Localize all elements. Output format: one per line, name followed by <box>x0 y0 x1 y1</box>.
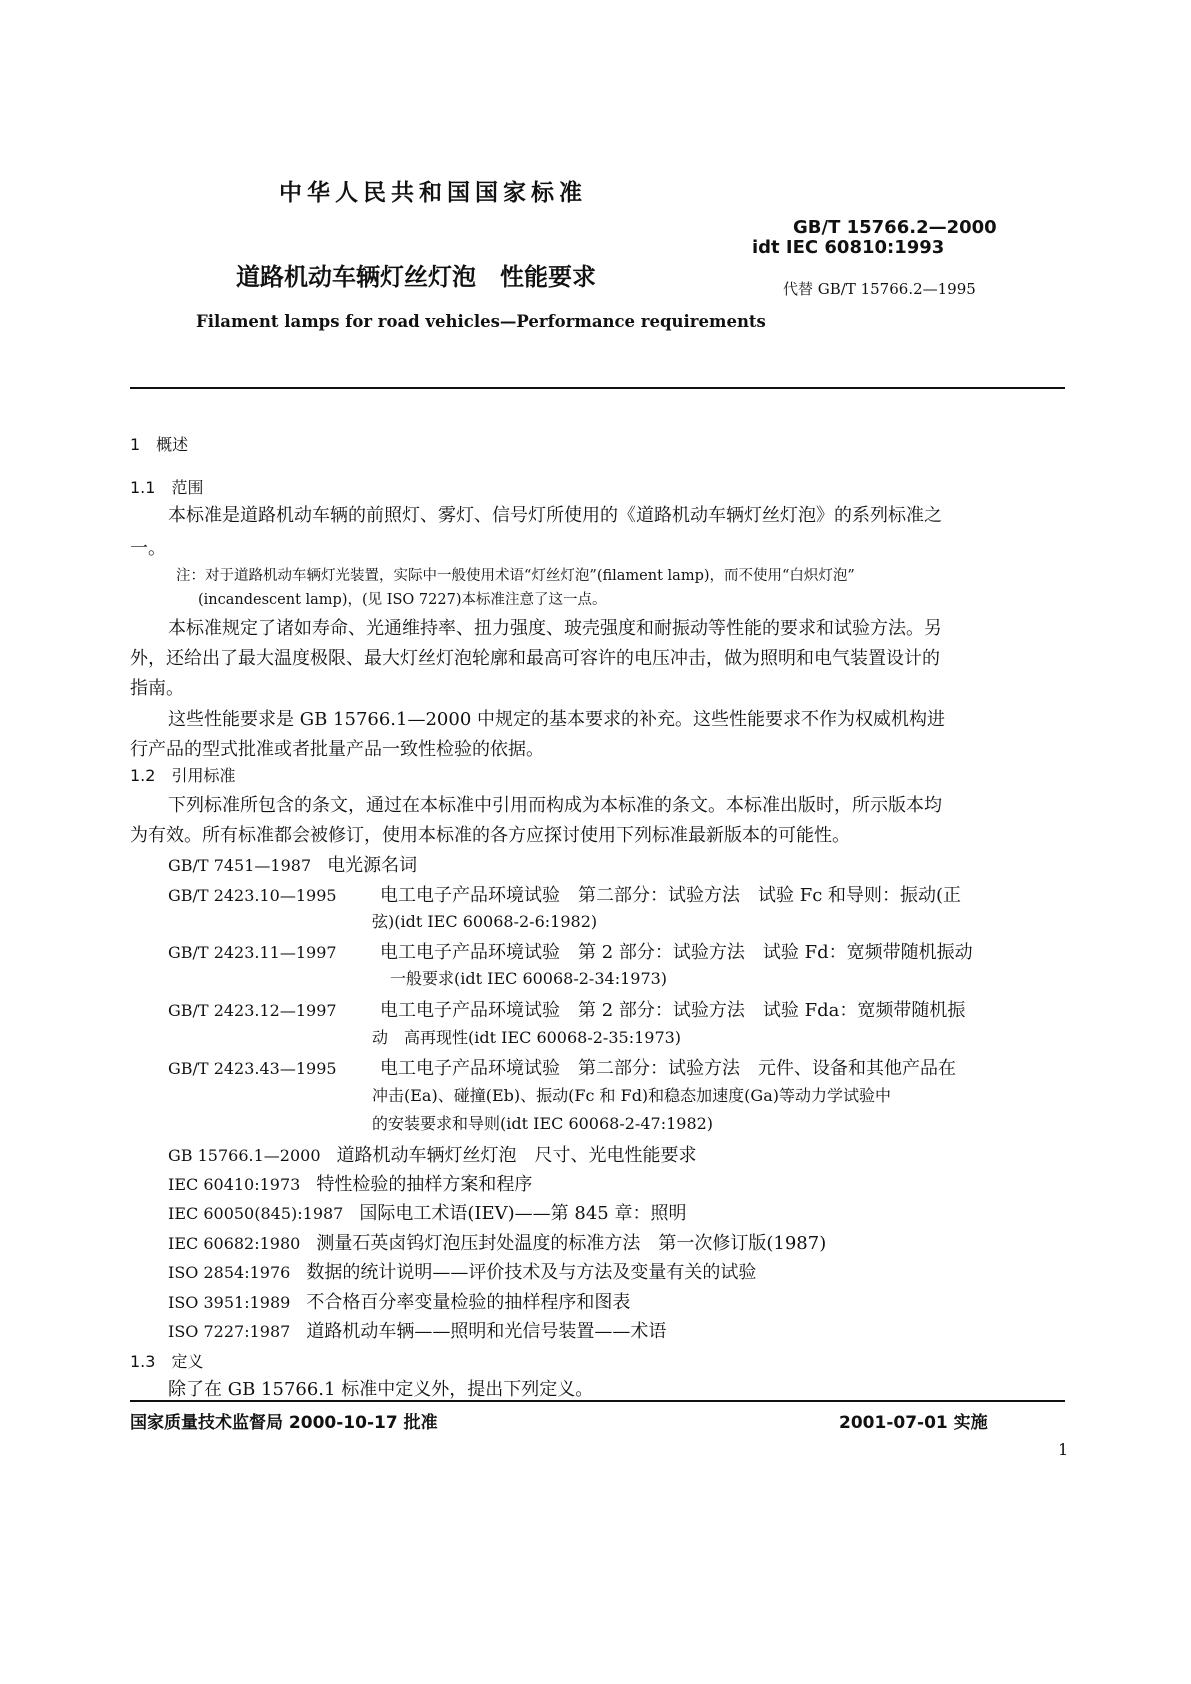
references-intro-line: 下列标准所包含的条文，通过在本标准中引用而构成为本标准的条文。本标准出版时，所示版本均 <box>168 795 942 816</box>
reference-title: 数据的统计说明——评价技术及与方法及变量有关的试验 <box>306 1262 757 1283</box>
references-intro-line: 为有效。所有标准都会被修订，使用本标准的各方应探讨使用下列标准最新版本的可能性。 <box>130 825 850 846</box>
reference-item <box>168 1288 630 1314</box>
scope-paragraph-line: 指南。 <box>130 678 184 699</box>
reference-title: 国际电工术语(IEV)——第 845 章：照明 <box>359 1203 687 1224</box>
reference-item <box>168 1199 686 1225</box>
reference-code: ISO 2854:1976 <box>168 1263 291 1282</box>
reference-title: 电工电子产品环境试验 第 2 部分：试验方法 试验 Fd：宽频带随机振动 <box>380 942 973 963</box>
reference-title: 道路机动车辆——照明和光信号装置——术语 <box>306 1321 667 1342</box>
reference-title: 不合格百分率变量检验的抽样程序和图表 <box>306 1292 631 1313</box>
reference-item <box>168 1258 756 1284</box>
reference-code: GB 15766.1—2000 <box>168 1146 321 1165</box>
reference-title-cont: 动 高再现性(idt IEC 60068-2-35:1973) <box>372 1028 682 1047</box>
scope-paragraph-line: 本标准是道路机动车辆的前照灯、雾灯、信号灯所使用的《道路机动车辆灯丝灯泡》的系列标准之 <box>168 505 942 526</box>
reference-item <box>168 881 961 907</box>
page-number: 1 <box>1058 1440 1069 1459</box>
effective-date: 2001-07-01 实施 <box>839 1413 988 1433</box>
reference-title: 电工电子产品环境试验 第二部分：试验方法 元件、设备和其他产品在 <box>380 1058 956 1079</box>
reference-code: IEC 60050(845):1987 <box>168 1204 344 1223</box>
section-1-3-heading: 1.3 定义 <box>130 1352 204 1371</box>
section-1-2-heading: 1.2 引用标准 <box>130 766 236 785</box>
reference-title-cont: 弦)(idt IEC 60068-2-6:1982) <box>372 912 598 931</box>
reference-item <box>168 1141 697 1167</box>
footer-rule <box>130 1400 1065 1402</box>
scope-paragraph-line: 本标准规定了诸如寿命、光通维持率、扭力强度、玻壳强度和耐振动等性能的要求和试验方法。另 <box>168 618 942 639</box>
replaces-standard: 代替 GB/T 15766.2—1995 <box>783 280 976 298</box>
section-1-heading: 1 概述 <box>130 435 189 454</box>
reference-item <box>168 1229 826 1255</box>
reference-code: GB/T 2423.12—1997 <box>168 1001 337 1020</box>
document-title-en: Filament lamps for road vehicles—Performance requirements <box>196 312 766 331</box>
reference-code: IEC 60410:1973 <box>168 1175 301 1194</box>
scope-paragraph-line: 这些性能要求是 GB 15766.1—2000 中规定的基本要求的补充。这些性能要求不作为权威机构进 <box>168 709 946 730</box>
reference-code: IEC 60682:1980 <box>168 1234 301 1253</box>
reference-item <box>168 938 973 964</box>
reference-code: GB/T 2423.43—1995 <box>168 1059 337 1078</box>
section-1-1-heading: 1.1 范围 <box>130 478 204 497</box>
reference-title-cont: 的安装要求和导则(idt IEC 60068-2-47:1982) <box>372 1114 714 1133</box>
reference-title: 测量石英卤钨灯泡压封处温度的标准方法 第一次修订版(1987) <box>316 1233 827 1254</box>
reference-code: GB/T 2423.11—1997 <box>168 943 337 962</box>
idt-reference: idt IEC 60810:1993 <box>752 237 945 258</box>
reference-item <box>168 851 417 877</box>
header-rule <box>130 387 1065 389</box>
reference-title: 特性检验的抽样方案和程序 <box>316 1174 533 1195</box>
org-title: 中华人民共和国国家标准 <box>279 180 587 206</box>
reference-title: 道路机动车辆灯丝灯泡 尺寸、光电性能要求 <box>336 1145 697 1166</box>
note-line: (incandescent lamp)，(见 ISO 7227)本标准注意了这一点。 <box>198 592 607 608</box>
scope-paragraph-line: 行产品的型式批准或者批量产品一致性检验的依据。 <box>130 739 544 760</box>
note-line: 注：对于道路机动车辆灯光装置，实际中一般使用术语“灯丝灯泡”(filament lamp)，而不使用“白炽灯泡” <box>176 568 855 584</box>
definitions-intro: 除了在 GB 15766.1 标准中定义外，提出下列定义。 <box>168 1379 594 1400</box>
reference-item <box>168 1170 532 1196</box>
approval-line: 国家质量技术监督局 2000-10-17 批准 <box>130 1413 438 1433</box>
reference-item <box>168 1054 956 1080</box>
reference-title: 电工电子产品环境试验 第 2 部分：试验方法 试验 Fda：宽频带随机振 <box>380 1000 966 1021</box>
reference-code: GB/T 2423.10—1995 <box>168 886 337 905</box>
reference-title-cont: 一般要求(idt IEC 60068-2-34:1973) <box>390 969 668 988</box>
reference-title-cont: 冲击(Ea)、碰撞(Eb)、振动(Fc 和 Fd)和稳态加速度(Ga)等动力学试验中 <box>372 1086 891 1105</box>
reference-item <box>168 996 965 1022</box>
reference-title: 电工电子产品环境试验 第二部分：试验方法 试验 Fc 和导则：振动(正 <box>380 885 962 906</box>
std-number: GB/T 15766.2—2000 <box>793 217 997 238</box>
scope-paragraph-line: 一。 <box>130 538 166 559</box>
reference-title: 电光源名词 <box>327 855 418 876</box>
reference-item <box>168 1317 666 1343</box>
document-title-cn: 道路机动车辆灯丝灯泡 性能要求 <box>236 263 596 291</box>
reference-code: ISO 3951:1989 <box>168 1293 291 1312</box>
reference-code: ISO 7227:1987 <box>168 1322 291 1341</box>
scope-paragraph-line: 外，还给出了最大温度极限、最大灯丝灯泡轮廓和最高可容许的电压冲击，做为照明和电气装置设计的 <box>130 648 940 669</box>
reference-code: GB/T 7451—1987 <box>168 856 312 875</box>
